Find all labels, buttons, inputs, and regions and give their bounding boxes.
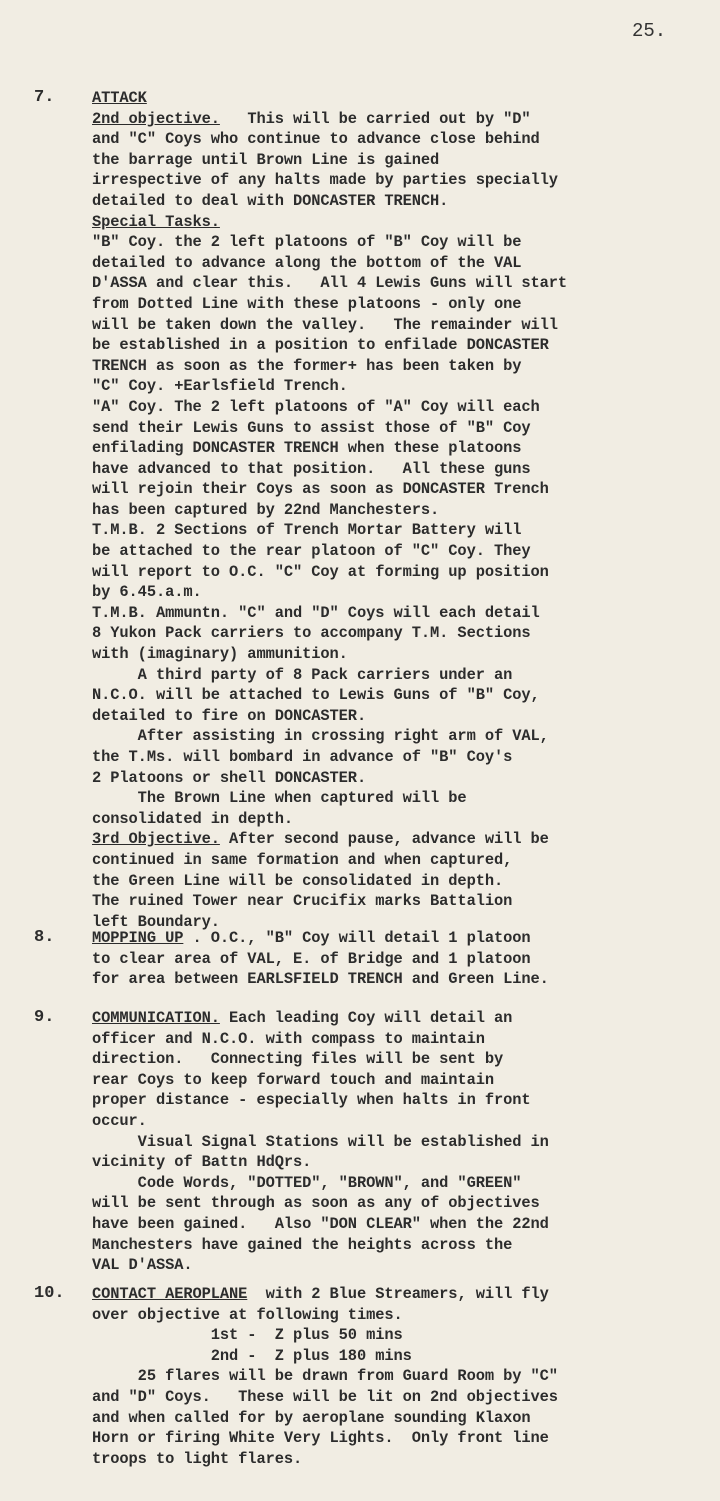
text-run: rear Coys to keep forward touch and maintain (92, 1070, 494, 1089)
text-line (92, 788, 718, 809)
text-line (92, 1428, 718, 1449)
underlined-heading: Special Tasks. (92, 212, 220, 231)
text-run: will rejoin their Coys as soon as DONCASTER Trench (92, 480, 549, 499)
text-line (92, 1325, 718, 1346)
text-run: A third party of 8 Pack carriers under an (92, 665, 513, 684)
text-line (92, 1008, 718, 1029)
text-run: has been captured by 22nd Manchesters. (92, 500, 440, 519)
text-run: by 6.45.a.m. (92, 583, 202, 602)
text-line (92, 356, 718, 377)
text-line (92, 949, 718, 970)
underlined-heading: COMMUNICATION. (92, 1009, 220, 1027)
text-line (92, 891, 718, 912)
text-run: with 2 Blue Streamers, will fly (247, 1285, 549, 1303)
text-run: Manchesters have gained the heights across the (92, 1235, 513, 1254)
text-run: Each leading Coy will detail an (219, 1009, 513, 1027)
text-run: Visual Signal Stations will be established in (92, 1132, 549, 1151)
text-run: with (imaginary) ammunition. (92, 645, 348, 664)
section-8 (0, 928, 720, 994)
text-line (92, 685, 718, 706)
text-line (92, 335, 718, 356)
text-line (92, 809, 718, 830)
text-line (92, 1255, 718, 1276)
text-run: After second pause, advance will be (219, 830, 549, 849)
text-run: VAL D'ASSA. (92, 1256, 193, 1275)
underlined-heading: MOPPING UP (92, 929, 184, 947)
text-run: have advanced to that position. All these guns (92, 459, 531, 478)
text-line (92, 871, 718, 892)
text-run: 2 Platoons or shell DONCASTER. (92, 768, 367, 787)
text-line (92, 212, 718, 233)
text-run: 2nd - Z plus 180 mins (92, 1346, 412, 1365)
text-run: be established in a position to enfilade DONCASTER (92, 336, 549, 355)
section-number: 9. (34, 1008, 55, 1027)
text-run: After assisting in crossing right arm of VAL, (92, 727, 549, 746)
text-line (92, 129, 718, 150)
text-run: and "D" Coys. These will be lit on 2nd objectives (92, 1387, 558, 1406)
text-line (92, 1235, 718, 1256)
text-run: the Green Line will be consolidated in depth. (92, 871, 504, 890)
text-line (92, 170, 718, 191)
text-run: Code Words, "DOTTED", "BROWN", and "GREEN" (92, 1173, 522, 1192)
text-run: left Boundary. (92, 912, 220, 931)
text-run: the T.Ms. will bombard in advance of "B" Coy's (92, 748, 513, 766)
text-line (92, 644, 718, 665)
text-line (92, 541, 718, 562)
text-line (92, 747, 718, 768)
text-run: officer and N.C.O. with compass to maintain (92, 1029, 485, 1048)
underlined-heading: 2nd objective. (92, 109, 220, 128)
text-run: continued in same formation and when captured, (92, 850, 513, 869)
text-line (92, 1214, 718, 1235)
text-line (92, 376, 718, 397)
section-7 (0, 88, 720, 937)
underlined-heading: 3rd Objective. (92, 830, 220, 849)
section-number: 8. (34, 928, 55, 947)
text-run: detailed to advance along the bottom of the VAL (92, 253, 522, 272)
text-line (92, 294, 718, 315)
text-line (92, 850, 718, 871)
text-run: detailed to fire on DONCASTER. (92, 706, 367, 725)
text-line (92, 520, 718, 541)
text-run: and when called for by aeroplane sounding Klaxon (92, 1408, 531, 1427)
text-line (92, 438, 718, 459)
text-line (92, 253, 718, 274)
text-run: and "C" Coys who continue to advance close behind (92, 130, 540, 149)
text-run: 1st - Z plus 50 mins (92, 1326, 403, 1345)
text-run: N.C.O. will be attached to Lewis Guns of "B" Coy, (92, 686, 540, 705)
text-line (92, 232, 718, 253)
text-line (92, 1387, 718, 1408)
text-line (92, 1408, 718, 1429)
text-line (92, 582, 718, 603)
text-run: send their Lewis Guns to assist those of "B" Coy (92, 418, 531, 437)
text-line (92, 109, 718, 130)
text-line (92, 1029, 718, 1050)
underlined-heading: CONTACT AEROPLANE (92, 1285, 248, 1303)
section-number: 10. (34, 1284, 65, 1303)
text-run: will be sent through as soon as any of objectives (92, 1194, 540, 1213)
text-line (92, 150, 718, 171)
section-number: 7. (34, 88, 55, 107)
text-run: 25 flares will be drawn from Guard Room by "C" (92, 1367, 558, 1386)
text-run: T.M.B. Ammuntn. "C" and "D" Coys will each detail (92, 603, 540, 622)
text-line (92, 969, 718, 990)
text-line (92, 706, 718, 727)
text-line (92, 1049, 718, 1070)
text-run: . O.C., "B" Coy will detail 1 platoon (183, 929, 531, 947)
text-run: TRENCH as soon as the former+ has been taken by (92, 356, 522, 375)
text-run: for area between EARLSFIELD TRENCH and Green Line. (92, 970, 549, 989)
text-line (92, 562, 718, 583)
text-run: over objective at following times. (92, 1305, 403, 1324)
text-run: have been gained. Also "DON CLEAR" when the 22nd (92, 1214, 549, 1233)
text-line (92, 315, 718, 336)
text-line (92, 1193, 718, 1214)
text-line (92, 479, 718, 500)
text-line (92, 1132, 718, 1153)
text-line (92, 665, 718, 686)
text-run: consolidated in depth. (92, 809, 293, 828)
text-line (92, 191, 718, 212)
page-number: 25. (632, 20, 667, 42)
text-line (92, 1284, 718, 1305)
text-line (92, 768, 718, 789)
section-text (92, 1008, 718, 1276)
section-text (92, 88, 718, 932)
text-line (92, 1305, 718, 1326)
text-run: detailed to deal with DONCASTER TRENCH. (92, 191, 449, 210)
text-run: T.M.B. 2 Sections of Trench Mortar Battery will (92, 521, 522, 540)
text-line (92, 1346, 718, 1367)
text-run: The ruined Tower near Crucifix marks Battalion (92, 892, 513, 911)
text-run: will report to O.C. "C" Coy at forming up position (92, 562, 549, 581)
text-line (92, 1070, 718, 1091)
text-line (92, 1173, 718, 1194)
text-run: enfilading DONCASTER TRENCH when these platoons (92, 439, 522, 458)
text-run: proper distance - especially when halts in front (92, 1091, 531, 1110)
section-10 (0, 1284, 720, 1473)
text-line (92, 418, 718, 439)
text-line (92, 88, 718, 109)
text-run: from Dotted Line with these platoons - only one (92, 294, 522, 313)
text-run: direction. Connecting files will be sent by (92, 1050, 504, 1069)
text-run: The Brown Line when captured will be (92, 789, 467, 808)
text-run: be attached to the rear platoon of "C" Coy. They (92, 542, 531, 561)
section-text (92, 1284, 718, 1469)
text-line (92, 1152, 718, 1173)
text-run: irrespective of any halts made by parties specially (92, 171, 558, 190)
text-line (92, 1090, 718, 1111)
text-run: Horn or firing White Very Lights. Only front line (92, 1429, 549, 1448)
text-line (92, 603, 718, 624)
text-run: occur. (92, 1111, 147, 1130)
text-line (92, 397, 718, 418)
text-run: vicinity of Battn HdQrs. (92, 1153, 312, 1172)
text-run: will be taken down the valley. The remainder will (92, 315, 558, 334)
text-run: the barrage until Brown Line is gained (92, 150, 440, 169)
text-line (92, 1366, 718, 1387)
text-run: to clear area of VAL, E. of Bridge and 1 platoon (92, 949, 531, 968)
text-line (92, 500, 718, 521)
text-run: 8 Yukon Pack carriers to accompany T.M. Sections (92, 624, 531, 643)
text-line (92, 726, 718, 747)
text-line (92, 623, 718, 644)
text-run: troops to light flares. (92, 1449, 303, 1468)
section-text (92, 928, 718, 990)
text-line (92, 459, 718, 480)
text-line (92, 1111, 718, 1132)
text-run: D'ASSA and clear this. All 4 Lewis Guns will start (92, 274, 568, 293)
underlined-heading: ATTACK (92, 89, 147, 107)
text-run: This will be carried out by "D" (219, 109, 531, 128)
text-run: "C" Coy. +Earlsfield Trench. (92, 377, 348, 396)
section-9 (0, 1008, 720, 1280)
text-line (92, 829, 718, 850)
text-run: "B" Coy. the 2 left platoons of "B" Coy will be (92, 233, 522, 252)
text-run: "A" Coy. The 2 left platoons of "A" Coy will each (92, 397, 540, 416)
text-line (92, 273, 718, 294)
text-line (92, 928, 718, 949)
text-line (92, 1449, 718, 1470)
